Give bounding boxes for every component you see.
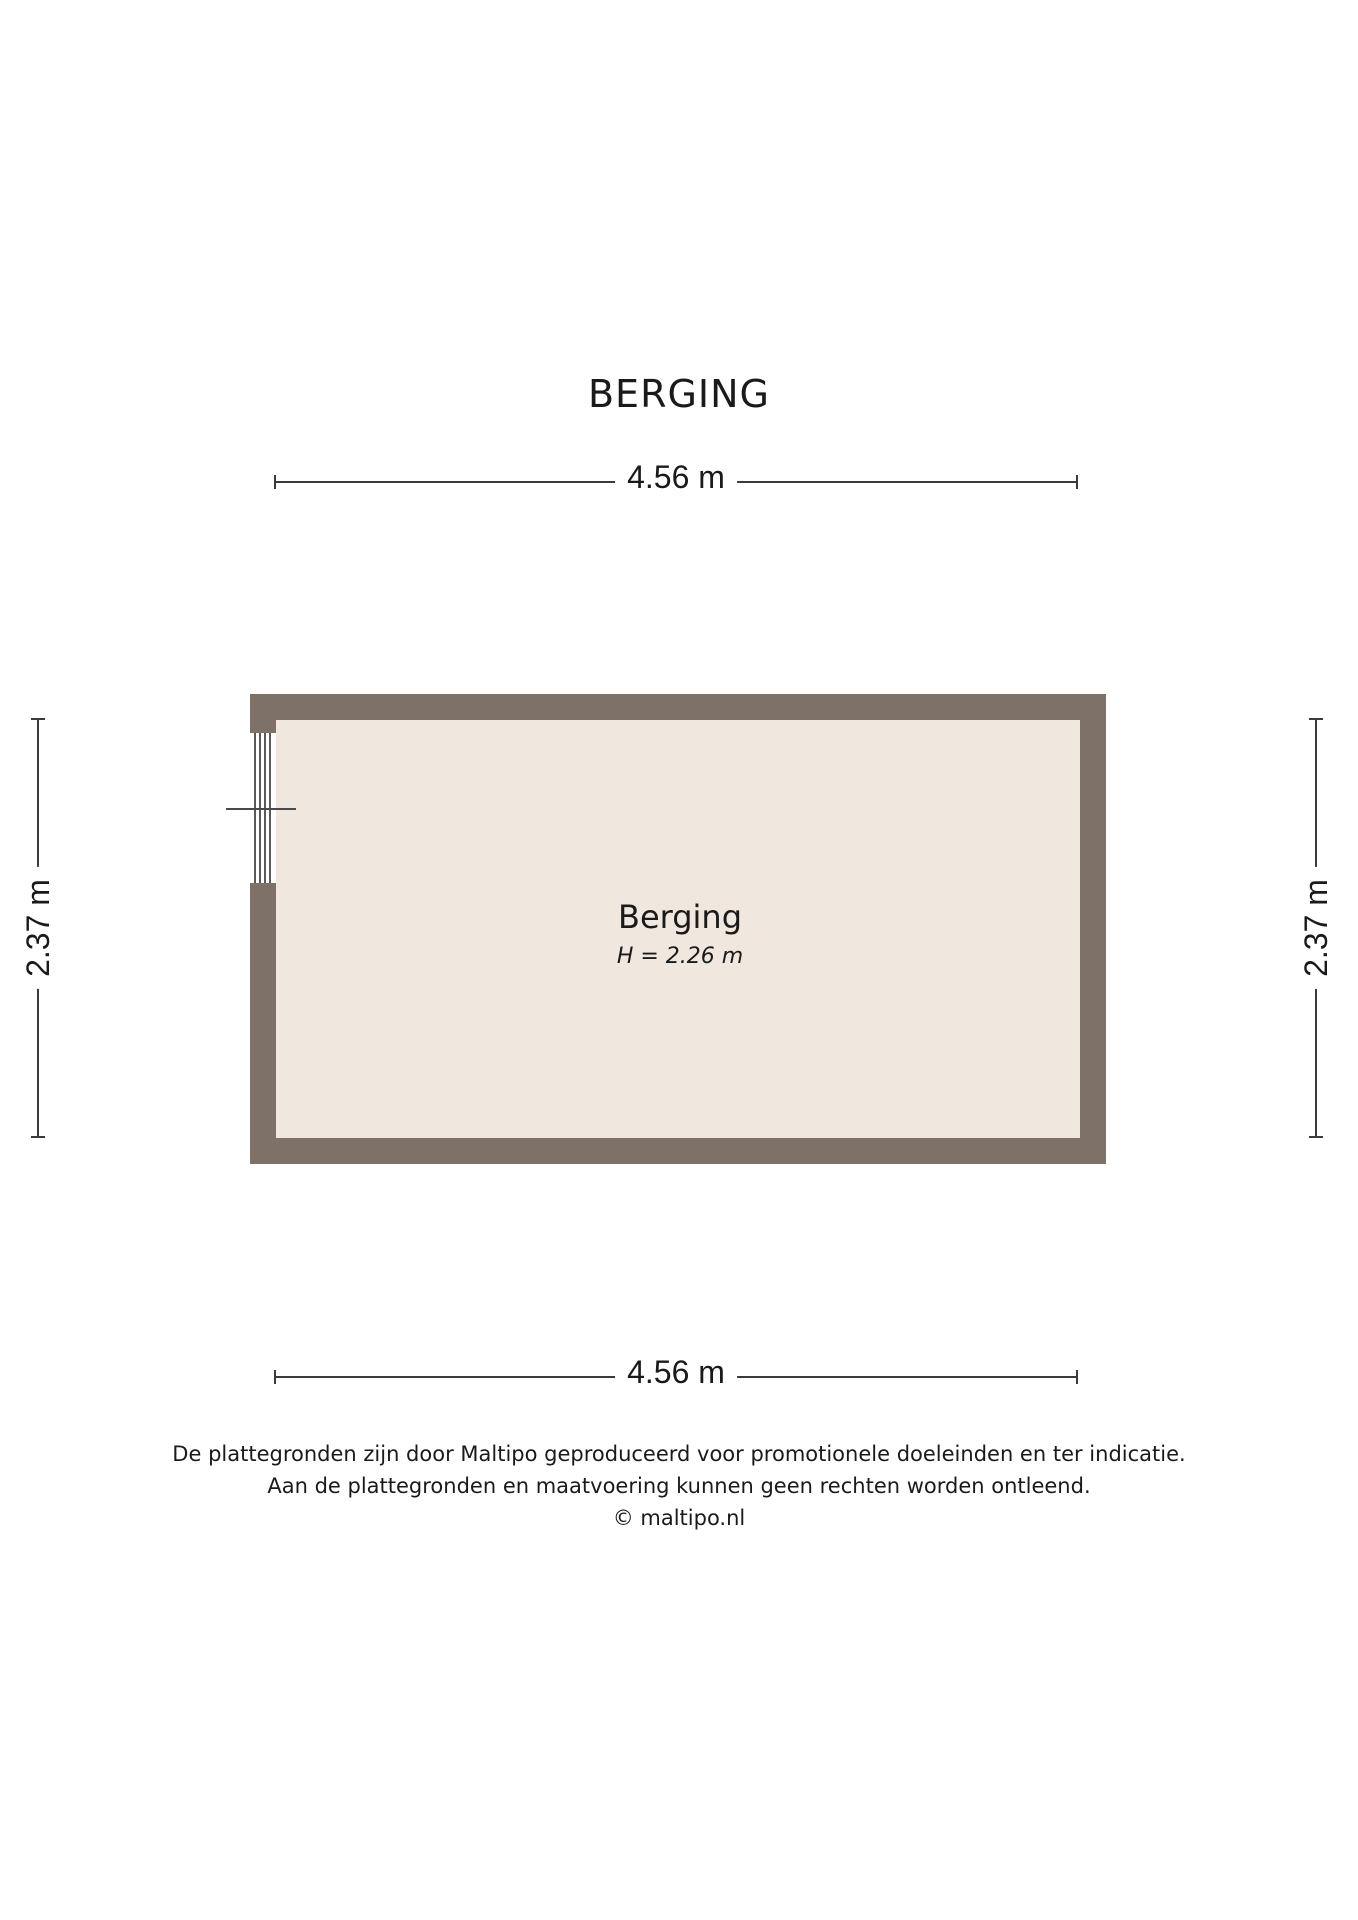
dimension-tick-top (1309, 718, 1323, 720)
door-marker (226, 808, 296, 810)
disclaimer-line-2: Aan de plattegronden en maatvoering kunnen geen rechten worden ontleend. (267, 1474, 1091, 1498)
disclaimer-line-1: De plattegronden zijn door Maltipo geproduceerd voor promotionele doeleinden en ter indicatie. (172, 1442, 1186, 1466)
bottom-width-label: 4.56 m (615, 1354, 737, 1390)
dimension-tick-top (31, 718, 45, 720)
top-width-dimension (274, 459, 1078, 495)
top-width-label: 4.56 m (615, 459, 737, 495)
right-depth-label: 2.37 m (1298, 867, 1334, 989)
dimension-tick-left (274, 1370, 276, 1384)
room-height: H = 2.26 m (616, 944, 744, 969)
right-depth-dimension (1298, 718, 1334, 1138)
left-depth-label: 2.37 m (20, 867, 56, 989)
bottom-width-dimension (274, 1354, 1078, 1390)
plan-title: BERGING (587, 372, 770, 416)
dimension-tick-bottom (31, 1136, 45, 1138)
dimension-tick-bottom (1309, 1136, 1323, 1138)
room-name: Berging (617, 898, 743, 936)
dimension-tick-right (1076, 1370, 1078, 1384)
left-depth-dimension (20, 718, 56, 1138)
dimension-tick-right (1076, 475, 1078, 489)
dimension-tick-left (274, 475, 276, 489)
copyright-notice: © maltipo.nl (612, 1506, 746, 1530)
